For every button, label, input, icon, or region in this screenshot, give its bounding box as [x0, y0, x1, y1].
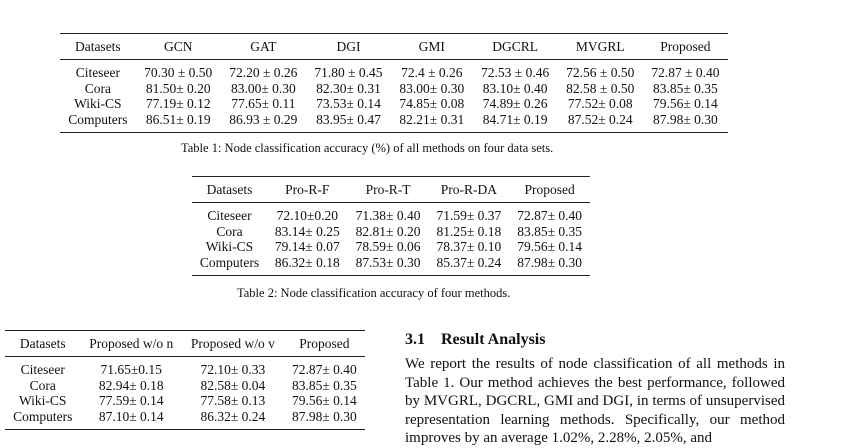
value-cell: 82.21± 0.31 [399, 111, 465, 127]
dataset-cell: Citeseer [207, 208, 252, 223]
column-header: Datasets [5, 331, 80, 357]
value-cell: 78.37± 0.10 [436, 239, 502, 255]
column-header: GMI [391, 34, 473, 60]
value-cell: 78.59± 0.06 [355, 239, 421, 255]
value-cell: 79.56± 0.14 [291, 393, 357, 409]
value-cell: 77.52± 0.08 [567, 96, 633, 112]
value-cell: 73.53± 0.14 [316, 96, 381, 112]
column-header: Proposed [284, 331, 365, 357]
value-cell: 84.71± 0.19 [482, 111, 548, 127]
value-cell: 82.81± 0.20 [355, 223, 421, 239]
value-cell: 81.25± 0.18 [436, 223, 502, 239]
value-cell: 72.10± 0.33 [200, 362, 266, 377]
table-row [192, 239, 590, 255]
column-header: Proposed w/o n [80, 331, 182, 357]
value-cell: 86.93 ± 0.29 [229, 111, 298, 127]
table-2 [192, 176, 590, 276]
table-3 [5, 330, 365, 430]
value-cell: 77.19± 0.12 [145, 96, 211, 112]
dataset-cell: Wiki-CS [18, 393, 67, 409]
table-row [5, 357, 365, 378]
dataset-cell: Citeseer [20, 362, 65, 377]
value-cell: 86.51± 0.19 [145, 111, 211, 127]
value-cell: 71.65±0.15 [100, 362, 162, 377]
table-row [192, 203, 590, 224]
section-title: Result Analysis [441, 331, 546, 348]
value-cell: 71.38± 0.40 [355, 208, 421, 223]
table-2-caption: Table 2: Node classification accuracy of four methods. [237, 286, 511, 300]
table-1 [60, 33, 728, 133]
value-cell: 71.59± 0.37 [436, 208, 502, 223]
value-cell: 79.56± 0.14 [653, 96, 718, 112]
value-cell: 72.87 ± 0.40 [651, 65, 720, 80]
value-cell: 85.37± 0.24 [436, 254, 502, 270]
dataset-cell: Cora [84, 80, 111, 96]
value-cell: 82.58± 0.04 [200, 377, 266, 393]
value-cell: 79.56± 0.14 [517, 239, 582, 255]
section-number: 3.1 [405, 331, 425, 348]
column-header: Proposed [509, 177, 590, 203]
column-header: Pro-R-F [267, 177, 348, 203]
column-header: Proposed [643, 34, 728, 60]
value-cell: 87.53± 0.30 [355, 254, 421, 270]
value-cell: 72.10±0.20 [276, 208, 339, 223]
value-cell: 79.14± 0.07 [274, 239, 340, 255]
dataset-cell: Computers [68, 111, 128, 127]
value-cell: 86.32± 0.18 [274, 254, 340, 270]
column-header: GCN [136, 34, 221, 60]
table-row [5, 378, 365, 394]
table-row [60, 112, 728, 133]
section-paragraph: We report the results of node classification of all methods in Table 1. Our method achieves the best performance, followed by MVGRL, DGCRL, GMI and DGI, in terms of unsupervised representation learning methods. Specifically, our method improves by an average 1.02%, 2.28%, 2.05%, and [405, 356, 785, 446]
value-cell: 82.58 ± 0.50 [566, 80, 635, 96]
value-cell: 87.98± 0.30 [653, 111, 718, 127]
value-cell: 83.85± 0.35 [653, 80, 718, 96]
value-cell: 81.50± 0.20 [145, 80, 211, 96]
table-row [60, 60, 728, 81]
column-header: Proposed w/o v [182, 331, 284, 357]
value-cell: 82.30± 0.31 [316, 80, 381, 96]
dataset-cell: Computers [13, 408, 73, 424]
value-cell: 87.98± 0.30 [517, 254, 582, 270]
value-cell: 77.58± 0.13 [200, 393, 266, 409]
column-header: Datasets [60, 34, 136, 60]
dataset-cell: Cora [29, 377, 56, 393]
column-header: DGCRL [473, 34, 558, 60]
table-row [60, 96, 728, 112]
value-cell: 87.98± 0.30 [291, 408, 357, 424]
value-cell: 74.89± 0.26 [482, 96, 548, 112]
value-cell: 86.32± 0.24 [200, 408, 266, 424]
column-header: Pro-R-DA [428, 177, 509, 203]
dataset-cell: Wiki-CS [74, 96, 122, 112]
value-cell: 71.80 ± 0.45 [314, 65, 383, 80]
column-header: GAT [221, 34, 306, 60]
value-cell: 83.95± 0.47 [316, 111, 381, 127]
value-cell: 83.00± 0.30 [399, 80, 465, 96]
value-cell: 72.87± 0.40 [291, 362, 357, 377]
value-cell: 72.4 ± 0.26 [401, 65, 463, 80]
table-row [60, 81, 728, 97]
value-cell: 83.00± 0.30 [230, 80, 296, 96]
table-row [192, 224, 590, 240]
value-cell: 83.85± 0.35 [517, 223, 582, 239]
dataset-cell: Wiki-CS [205, 239, 254, 255]
column-header: DGI [306, 34, 391, 60]
value-cell: 70.30 ± 0.50 [144, 65, 213, 80]
table-1-caption: Table 1: Node classification accuracy (%) of all methods on four data sets. [181, 141, 554, 155]
column-header: Datasets [192, 177, 267, 203]
table-row [5, 409, 365, 430]
value-cell: 83.14± 0.25 [274, 223, 340, 239]
section-heading [405, 331, 561, 349]
dataset-cell: Cora [216, 223, 243, 239]
value-cell: 72.56 ± 0.50 [566, 65, 635, 80]
column-header: Pro-R-T [348, 177, 429, 203]
dataset-cell: Computers [199, 254, 260, 270]
value-cell: 74.85± 0.08 [399, 96, 465, 112]
value-cell: 83.10± 0.40 [482, 80, 548, 96]
table-row [192, 255, 590, 276]
value-cell: 72.87± 0.40 [517, 208, 582, 223]
table-row [5, 393, 365, 409]
value-cell: 87.52± 0.24 [567, 111, 633, 127]
dataset-cell: Citeseer [75, 65, 120, 80]
column-header: MVGRL [558, 34, 643, 60]
value-cell: 77.65± 0.11 [231, 96, 296, 112]
value-cell: 77.59± 0.14 [98, 393, 164, 409]
value-cell: 72.20 ± 0.26 [229, 65, 298, 80]
value-cell: 83.85± 0.35 [291, 377, 357, 393]
value-cell: 72.53 ± 0.46 [481, 65, 550, 80]
value-cell: 87.10± 0.14 [98, 408, 164, 424]
value-cell: 82.94± 0.18 [98, 377, 164, 393]
